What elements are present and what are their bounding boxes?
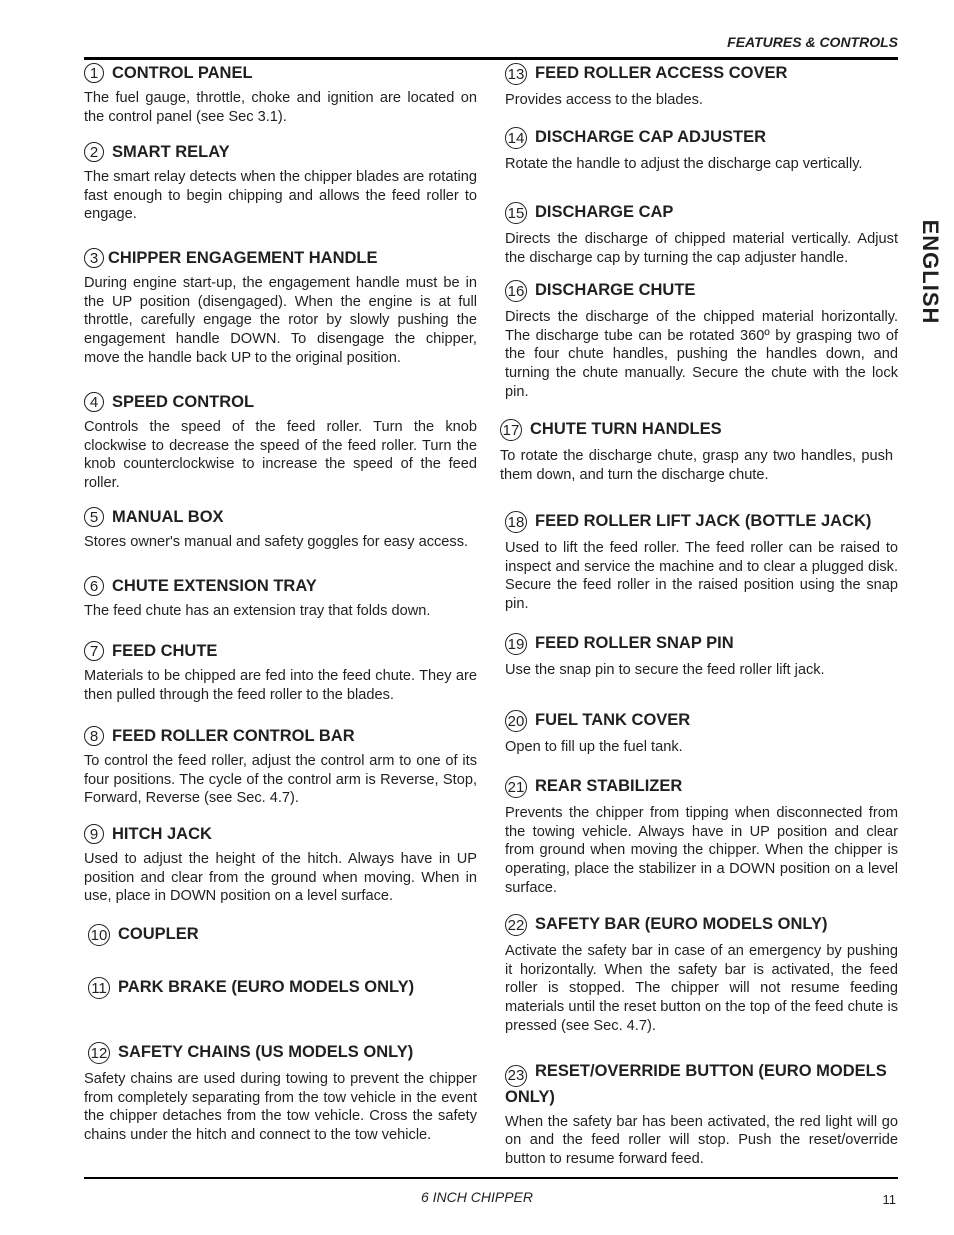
page-number: 11: [882, 1192, 896, 1207]
section-4: [84, 392, 477, 493]
section-8: [84, 726, 477, 808]
section-title: SAFETY BAR (EURO MODELS ONLY): [535, 915, 828, 933]
footer-title: 6 INCH CHIPPER: [420, 1189, 534, 1205]
section-title: SMART RELAY: [112, 143, 230, 161]
header-rule: [84, 57, 898, 60]
section-21: [505, 776, 898, 898]
section-text: Open to fill up the fuel tank.: [505, 739, 683, 755]
section-text: Used to adjust the height of the hitch. Always have in UP position and clear from the ground when moving. When in use, place in DOWN position on a level surface.: [84, 851, 477, 905]
section-title: SPEED CONTROL: [112, 393, 255, 411]
section-text: Controls the speed of the feed roller. Turn the knob clockwise to decrease the speed of the feed roller. Turn the knob counterclockwise to increase the speed of the feed roller.: [84, 419, 477, 492]
section-7: [84, 641, 477, 704]
callout-number: 9: [84, 824, 104, 844]
section-title: FEED ROLLER ACCESS COVER: [535, 64, 788, 82]
section-title: CHUTE EXTENSION TRAY: [112, 577, 317, 595]
callout-number: 22: [505, 914, 527, 936]
section-title: FEED CHUTE: [112, 642, 218, 660]
section-title: FUEL TANK COVER: [535, 711, 691, 729]
section-text: Rotate the handle to adjust the discharge cap vertically.: [505, 156, 863, 172]
section-title: REAR STABILIZER: [535, 777, 683, 795]
callout-number: 2: [84, 142, 104, 162]
callout-number: 17: [500, 419, 522, 441]
section-title: DISCHARGE CAP: [535, 203, 674, 221]
section-title: DISCHARGE CAP ADJUSTER: [535, 128, 767, 146]
callout-number: 10: [88, 924, 110, 946]
section-title: DISCHARGE CHUTE: [535, 281, 696, 299]
page-header-title: FEATURES & CONTROLS: [727, 34, 898, 50]
callout-number: 4: [84, 392, 104, 412]
section-18: [505, 511, 898, 614]
section-title: SAFETY CHAINS (US MODELS ONLY): [118, 1043, 414, 1061]
callout-number: 5: [84, 507, 104, 527]
callout-number: 16: [505, 280, 527, 302]
section-20: [505, 710, 898, 757]
callout-number: 18: [505, 511, 527, 533]
footer-rule: [84, 1177, 898, 1179]
callout-number: 6: [84, 576, 104, 596]
section-text: Provides access to the blades.: [505, 92, 703, 108]
section-title: PARK BRAKE (EURO MODELS ONLY): [118, 978, 415, 996]
section-title: COUPLER: [118, 925, 199, 943]
section-title: CONTROL PANEL: [112, 64, 253, 82]
callout-number: 11: [88, 977, 110, 999]
section-15: [505, 202, 898, 267]
section-title: FEED ROLLER LIFT JACK (BOTTLE JACK): [535, 512, 872, 530]
callout-number: 8: [84, 726, 104, 746]
section-1: [84, 63, 477, 126]
callout-number: 1: [84, 63, 104, 83]
section-10: [88, 924, 481, 946]
section-title: CHIPPER ENGAGEMENT HANDLE: [108, 249, 378, 267]
callout-number: 19: [505, 633, 527, 655]
callout-number: 23: [505, 1065, 527, 1087]
callout-number: 14: [505, 127, 527, 149]
section-3: [84, 248, 477, 368]
section-text: Directs the discharge of chipped material vertically. Adjust the discharge cap by turning the cap adjuster handle.: [505, 231, 898, 266]
section-9: [84, 824, 477, 906]
section-5: [84, 507, 477, 552]
section-text: Materials to be chipped are fed into the feed chute. They are then pulled through the feed roller to the blades.: [84, 668, 477, 703]
callout-number: 3: [84, 248, 104, 268]
section-22: [505, 914, 898, 1036]
section-title: FEED ROLLER CONTROL BAR: [112, 727, 355, 745]
section-text: The feed chute has an extension tray that folds down.: [84, 603, 431, 619]
callout-number: 21: [505, 776, 527, 798]
section-6: [84, 576, 477, 621]
section-2: [84, 142, 477, 224]
section-text: When the safety bar has been activated, the red light will go on and the feed roller will stop. Push the reset/override button to resume forward feed.: [505, 1113, 898, 1167]
section-title: MANUAL BOX: [112, 508, 224, 526]
section-text: Directs the discharge of the chipped material horizontally. The discharge tube can be rotated 360º by grasping two of the four chute handles, pushing the handles down, and turning the chute manually. Secure the chute with the lock pin.: [505, 309, 898, 400]
section-13: [505, 63, 898, 110]
callout-number: 13: [505, 63, 527, 85]
section-text: Activate the safety bar in case of an emergency by pushing it horizontally. When the safety bar is activated, the feed roller is stopped. The chipper will not resume feeding materials until the reset button on the top of the feed chute is pressed (see Sec. 4.7).: [505, 943, 898, 1034]
section-16: [505, 280, 898, 402]
section-text: The smart relay detects when the chipper blades are rotating fast enough to begin chipping and allows the feed roller to engage.: [84, 169, 477, 223]
section-text: Safety chains are used during towing to prevent the chipper from completely separating from the tow vehicle in the event the chipper detaches from the tow vehicle. Cross the safety chains under the hitch and connect to the tow vehicle.: [84, 1071, 477, 1144]
section-text: To rotate the discharge chute, grasp any two handles, push them down, and turn the discharge chute.: [500, 448, 893, 483]
section-14: [505, 127, 898, 174]
section-text: The fuel gauge, throttle, choke and ignition are located on the control panel (see Sec 3.1).: [84, 90, 477, 125]
section-text: To control the feed roller, adjust the control arm to one of its four positions. The cycle of the control arm is Reverse, Stop, Forward, Reverse (see Sec. 4.7).: [84, 753, 477, 807]
section-text: Used to lift the feed roller. The feed roller can be raised to inspect and service the machine and to clear a plugged disk. Secure the feed roller in the raised position using the snap pin.: [505, 540, 898, 613]
section-title: RESET/OVERRIDE BUTTON (EURO MODELS ONLY): [505, 1062, 887, 1106]
section-text: Use the snap pin to secure the feed roller lift jack.: [505, 662, 825, 678]
section-12: [84, 1042, 477, 1145]
section-text: Prevents the chipper from tipping when disconnected from the towing vehicle. Always have in UP position and clear from ground when moving the chipper. When the chipper is operating, place the stabilizer in a DOWN position on a level surface.: [505, 805, 898, 896]
callout-number: 7: [84, 641, 104, 661]
section-17: [500, 419, 893, 484]
section-11: [88, 977, 481, 999]
section-title: FEED ROLLER SNAP PIN: [535, 634, 734, 652]
callout-number: 20: [505, 710, 527, 732]
section-23: [505, 1061, 898, 1169]
section-title: HITCH JACK: [112, 825, 212, 843]
language-side-tab: ENGLISH: [918, 219, 943, 325]
section-text: Stores owner's manual and safety goggles for easy access.: [84, 534, 469, 550]
callout-number: 15: [505, 202, 527, 224]
callout-number: 12: [88, 1042, 110, 1064]
section-19: [505, 633, 898, 680]
section-title: CHUTE TURN HANDLES: [530, 420, 722, 438]
section-text: During engine start-up, the engagement handle must be in the UP position (disengaged). When the engine is at full throttle, carefully engage the rotor by slowly pushing the engagement handle DOWN. To disengage the chipper, move the handle back UP to the original position.: [84, 275, 477, 366]
